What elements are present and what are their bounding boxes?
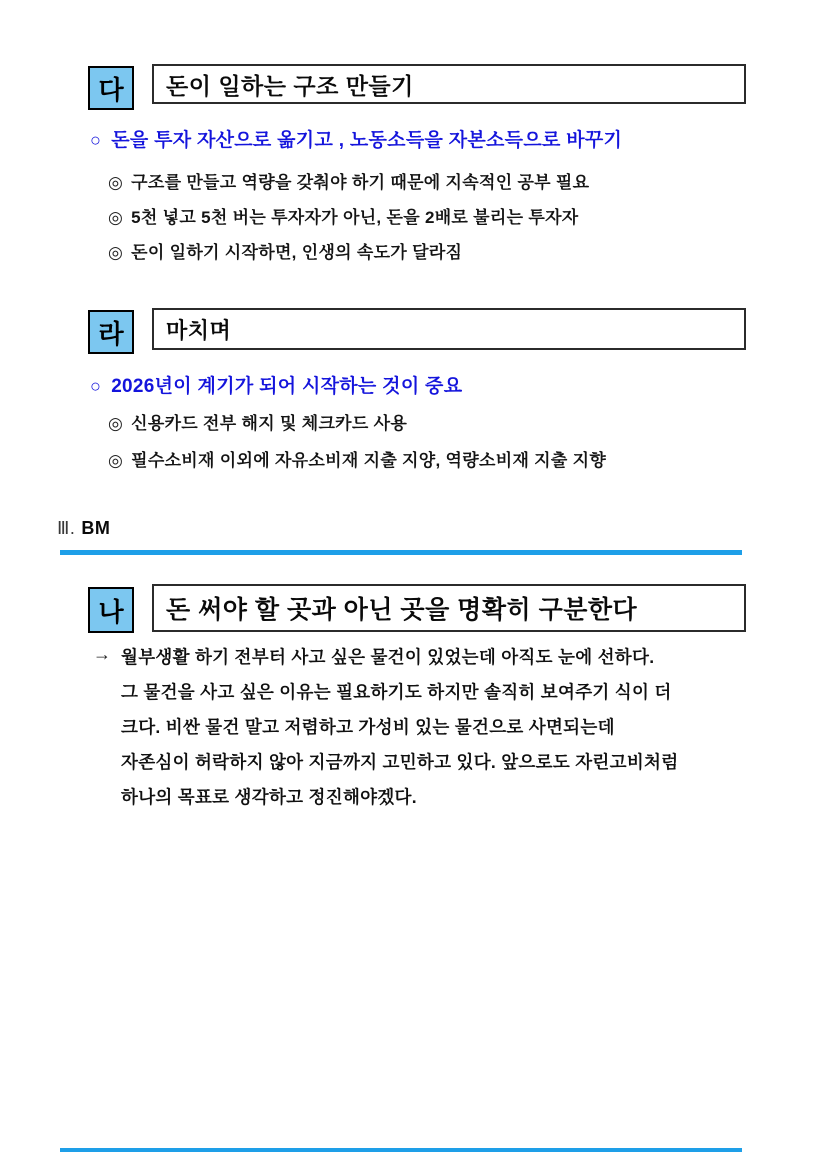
reflection-paragraph xyxy=(121,640,761,815)
double-circle-bullet-icon: ◎ xyxy=(108,414,124,433)
part-heading-label: BM xyxy=(81,518,111,538)
double-circle-bullet-icon: ◎ xyxy=(108,243,124,262)
paragraph-line: 하나의 목표로 생각하고 정진해야겠다. xyxy=(121,787,417,807)
lead-point-ra-text: 2026년이 계기가 되어 시작하는 것이 중요 xyxy=(111,376,463,397)
section-badge-ra: 라 xyxy=(88,310,134,354)
lead-point-ra xyxy=(90,371,462,398)
section-title-box-da xyxy=(152,64,746,104)
section-title-ra: 마치며 xyxy=(166,317,232,343)
section-title-na: 돈 써야 할 곳과 아닌 곳을 명확히 구분한다 xyxy=(166,596,638,624)
list-item-text: 구조를 만들고 역량을 갖춰야 하기 때문에 지속적인 공부 필요 xyxy=(131,173,590,192)
list-item-text: 5천 넣고 5천 버는 투자자가 아닌, 돈을 2배로 불리는 투자자 xyxy=(131,208,579,227)
list-item xyxy=(108,168,589,193)
paragraph-line: 그 물건을 사고 싶은 이유는 필요하기도 하지만 솔직히 보여주기 식이 더 xyxy=(121,682,672,702)
list-item xyxy=(108,203,579,228)
section-title-box-na xyxy=(152,584,746,632)
list-item xyxy=(108,409,407,434)
footer-divider-rule xyxy=(60,1148,742,1152)
list-item-text: 신용카드 전부 해지 및 체크카드 사용 xyxy=(131,414,408,433)
circle-bullet-icon: ○ xyxy=(90,130,102,150)
arrow-icon: → xyxy=(93,644,111,664)
section-badge-da: 다 xyxy=(88,66,134,110)
paragraph-line: 자존심이 허락하지 않아 지금까지 고민하고 있다. 앞으로도 자린고비처럼 xyxy=(121,752,679,772)
section-divider-rule xyxy=(60,550,742,555)
double-circle-bullet-icon: ◎ xyxy=(108,173,124,192)
paragraph-line: 크다. 비싼 물건 말고 저렴하고 가성비 있는 물건으로 사면되는데 xyxy=(121,717,615,737)
paragraph-line: 월부생활 하기 전부터 사고 싶은 물건이 있었는데 아직도 눈에 선하다. xyxy=(121,647,655,667)
lead-point-da-text: 돈을 투자 자산으로 옮기고 , 노동소득을 자본소득으로 바꾸기 xyxy=(111,130,623,151)
list-item xyxy=(108,238,462,263)
list-item xyxy=(108,446,606,471)
part-heading-numeral: Ⅲ. xyxy=(57,518,76,538)
list-item-text: 돈이 일하기 시작하면, 인생의 속도가 달라짐 xyxy=(131,243,463,262)
list-item-text: 필수소비재 이외에 자유소비재 지출 지양, 역량소비재 지출 지향 xyxy=(131,451,607,470)
section-title-da: 돈이 일하는 구조 만들기 xyxy=(166,72,414,99)
lead-point-da xyxy=(90,125,622,152)
part-heading xyxy=(57,518,110,539)
section-badge-na: 나 xyxy=(88,587,134,633)
double-circle-bullet-icon: ◎ xyxy=(108,208,124,227)
double-circle-bullet-icon: ◎ xyxy=(108,451,124,470)
section-title-box-ra xyxy=(152,308,746,350)
circle-bullet-icon: ○ xyxy=(90,376,102,396)
